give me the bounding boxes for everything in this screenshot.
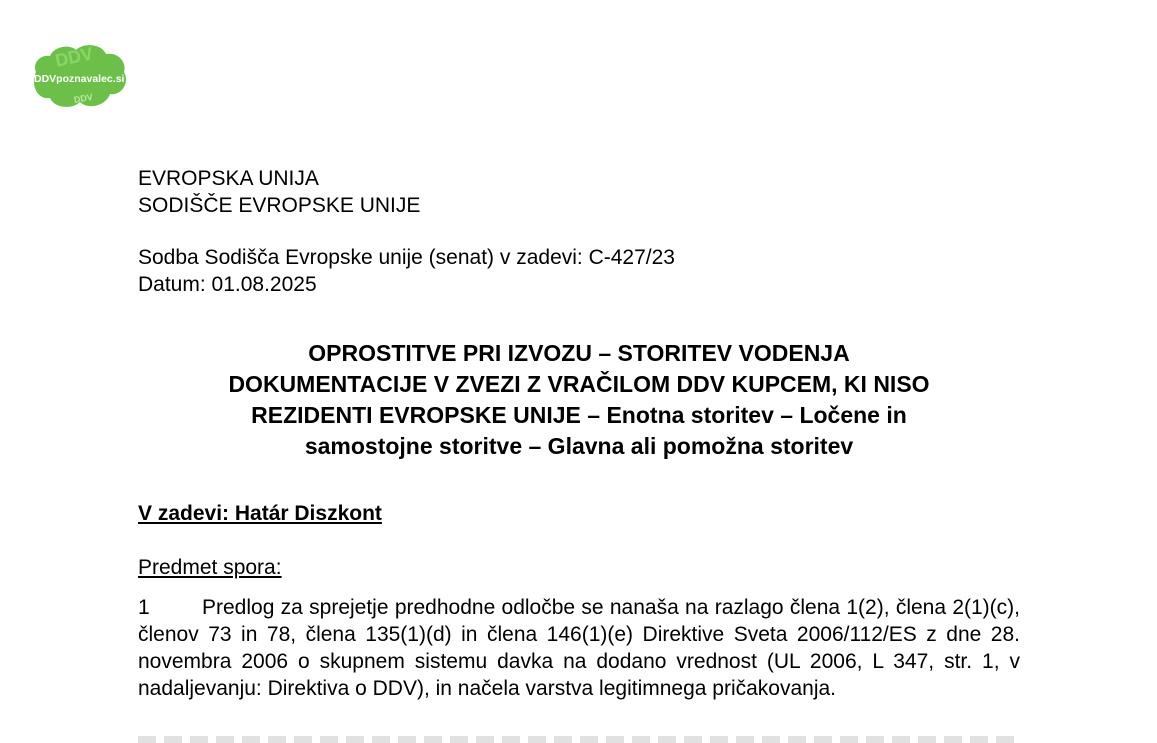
ddvpoznavalec-logo	[30, 42, 128, 112]
section-label-predmet: Predmet spora:	[138, 556, 282, 579]
title-line-2: DOKUMENTACIJE V ZVEZI Z VRAČILOM DDV KUPCEM, KI NISO	[228, 371, 930, 397]
svg-text:DDV: DDV	[73, 91, 94, 105]
paragraph-text: Predlog za sprejetje predhodne odločbe se nanaša na razlago člena 1(2), člena 2(1)(c), členov 73 in 78, člena 135(1)(d) in člena 146(1)(e) Direktive Sveta 2006/112/ES z dne 28. novembra 2006 o skupnem sistemu davka na dodano vrednost (UL 2006, L 347, str. 1, v nadaljevanju: Direktiva o DDV), in načela varstva legitimnega pričakovanja.	[138, 596, 1020, 700]
document-title	[138, 338, 1020, 462]
header-line-1: EVROPSKA UNIJA	[138, 167, 319, 190]
title-line-1: OPROSTITVE PRI IZVOZU – STORITEV VODENJA	[308, 340, 850, 366]
next-line-cutoff	[138, 736, 1020, 743]
case-meta	[138, 244, 1020, 298]
paragraph-number: 1	[138, 596, 150, 619]
case-date: Datum: 01.08.2025	[138, 273, 317, 296]
court-header	[138, 165, 1020, 219]
case-reference: Sodba Sodišča Evropske unije (senat) v zadevi: C-427/23	[138, 246, 675, 269]
title-line-3: REZIDENTI EVROPSKE UNIJE – Enotna storitev – Ločene in	[251, 402, 907, 428]
svg-text:DDVpoznavalec.si: DDVpoznavalec.si	[34, 73, 125, 85]
paragraph-1	[138, 594, 1020, 702]
header-line-2: SODIŠČE EVROPSKE UNIJE	[138, 194, 421, 217]
svg-text:DDV: DDV	[53, 43, 95, 71]
title-line-4: samostojne storitve – Glavna ali pomožna storitev	[304, 433, 854, 459]
case-subject: V zadevi: Határ Diszkont	[138, 502, 382, 525]
